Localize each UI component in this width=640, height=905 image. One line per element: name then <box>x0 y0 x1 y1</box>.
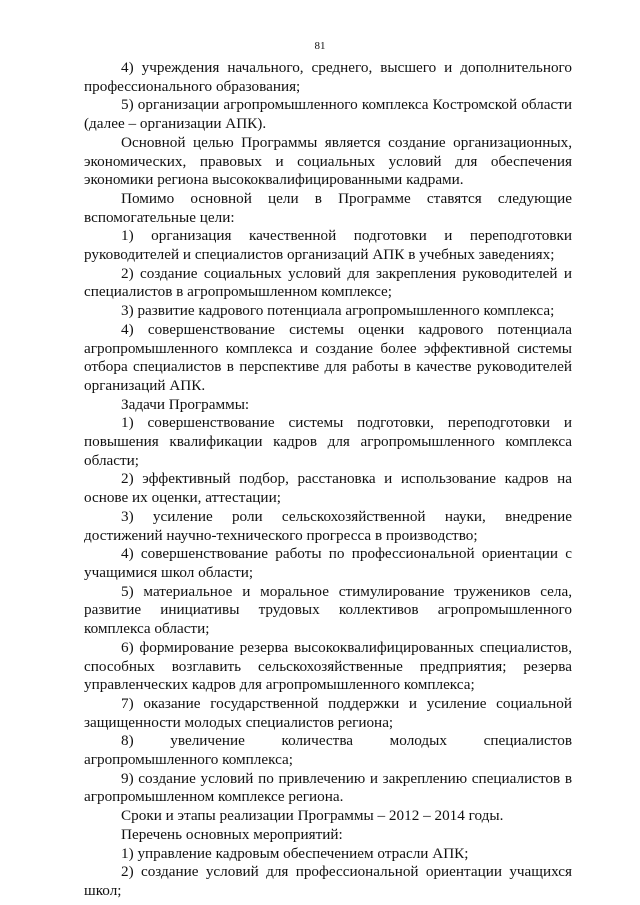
paragraph: 6) формирование резерва высококвалифицированных специалистов, способных возглавить сельскохозяйственные предприятия; резерва управленческих кадров для агропромышленного комплекса; <box>84 638 572 694</box>
paragraph: 9) создание условий по привлечению и закреплению специалистов в агропромышленном комплексе региона. <box>84 769 572 806</box>
paragraph: Задачи Программы: <box>121 395 250 413</box>
paragraph: Основной целью Программы является создание организационных, экономических, правовых и социальных условий для обеспечения экономики региона высококвалифицированными кадрами. <box>84 133 572 189</box>
paragraph: 8) увеличение количества молодых специалистов агропромышленного комплекса; <box>84 732 572 769</box>
paragraph: 7) оказание государственной поддержки и усиление социальной защищенности молодых специалистов региона; <box>84 694 572 731</box>
paragraph: 1) совершенствование системы подготовки, переподготовки и повышения квалификации кадров для агропромышленного комплекса области; <box>84 414 572 469</box>
paragraph: 3) развитие кадрового потенциала агропромышленного комплекса; <box>121 302 555 320</box>
paragraph: 5) организации агропромышленного комплекса Костромской области (далее – организации АПК). <box>84 96 572 133</box>
paragraph: 4) совершенствование системы оценки кадрового потенциала агропромышленного комплекса и создание более эффективной системы отбора специалистов в перспективе для работы в качестве руководителей организаций АПК. <box>84 320 572 394</box>
paragraph: Перечень основных мероприятий: <box>121 825 343 843</box>
paragraph: 2) создание социальных условий для закрепления руководителей и специалистов в агропромышленном комплексе; <box>84 264 572 301</box>
paragraph: 2) эффективный подбор, расстановка и использование кадров на основе их оценки, аттестации; <box>84 470 572 507</box>
document-body <box>84 59 572 901</box>
paragraph: 1) управление кадровым обеспечением отрасли АПК; <box>121 844 469 862</box>
paragraph: Помимо основной цели в Программе ставятся следующие вспомогательные цели: <box>84 189 572 226</box>
paragraph: 5) материальное и моральное стимулирование тружеников села, развитие инициативы трудовых коллективов агропромышленного комплекса области; <box>84 582 572 638</box>
paragraph: 4) учреждения начального, среднего, высшего и дополнительного профессионального образования; <box>84 59 572 95</box>
paragraph: 1) организация качественной подготовки и переподготовки руководителей и специалистов организаций АПК в учебных заведениях; <box>84 227 572 264</box>
page-number: 81 <box>314 40 326 52</box>
paragraph: 3) усиление роли сельскохозяйственной науки, внедрение достижений научно-технического прогресса в производство; <box>84 507 572 544</box>
paragraph: Сроки и этапы реализации Программы – 2012 – 2014 годы. <box>121 807 504 825</box>
paragraph: 4) совершенствование работы по профессиональной ориентации с учащимися школ области; <box>84 545 572 581</box>
paragraph: 2) создание условий для профессиональной ориентации учащихся школ; <box>84 863 572 899</box>
